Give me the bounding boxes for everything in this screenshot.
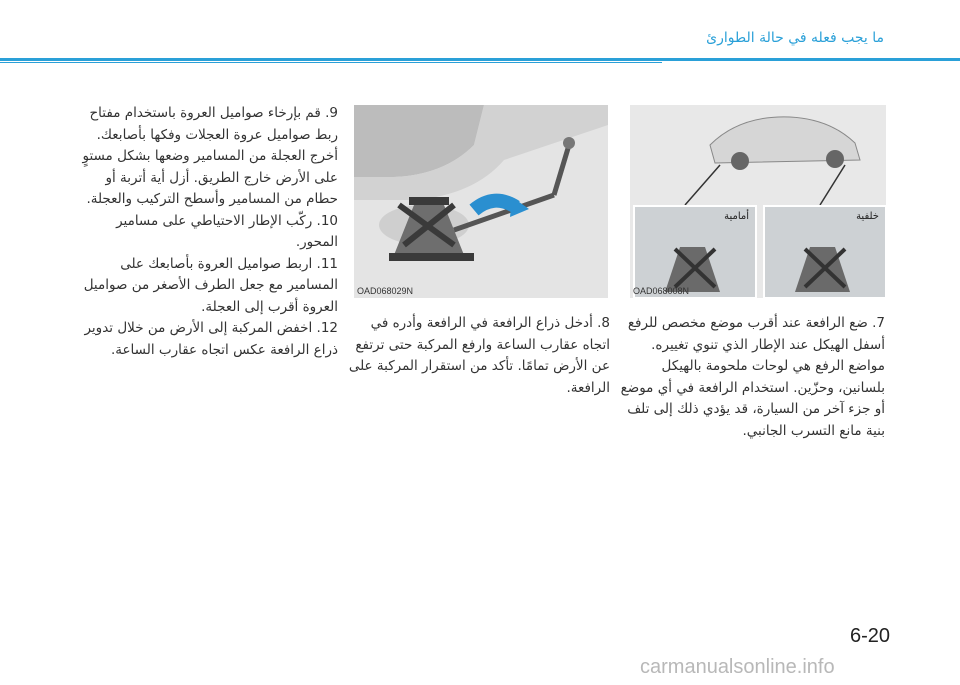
- front-label: أمامية: [724, 211, 749, 222]
- watermark: carmanualsonline.info: [640, 656, 835, 678]
- header-rule: [0, 58, 960, 61]
- step-12-text: 12. اخفض المركبة إلى الأرض من خلال تدوير ذراع الرافعة عكس اتجاه عقارب الساعة.: [84, 320, 338, 358]
- page-number: 6-20: [850, 625, 891, 647]
- step-11-text: 11. اربط صواميل العروة بأصابعك على المسامير مع جعل الطرف الأصغر من صواميل العروة أقرب إلى العجلة.: [83, 255, 338, 315]
- step-9-text: 9. قم بإرخاء صواميل العروة باستخدام مفتاح ربط صواميل عروة العجلات وفكها بأصابعك. أخرج العجلة من المسامير وضعها بشكل مستوٍ على الأرض خارج الطريق. أزل أية أتربة أو حطام من المسامير وأسطح التركيب والعجلة.: [82, 105, 338, 207]
- jack-handle-illustration: [354, 105, 608, 298]
- header-rule-thin: [0, 62, 662, 63]
- step-8: [345, 313, 610, 399]
- steps-9-12: [76, 103, 338, 361]
- inset-rear: [763, 205, 886, 298]
- figure-jack-points: [630, 105, 886, 298]
- section-title: ما يجب فعله في حالة الطوارئ: [706, 30, 884, 46]
- rear-label: خلفية: [856, 211, 879, 222]
- step-8-text: 8. أدخل ذراع الرافعة في الرافعة وأدره في اتجاه عقارب الساعة وارفع المركبة حتى ترتفع عن الأرض تمامًا. تأكد من استقرار المركبة على الرافعة.: [348, 315, 610, 396]
- figure-code: OAD068008N: [633, 286, 690, 296]
- figure-code: OAD068029N: [357, 286, 414, 296]
- inset-front: [633, 205, 757, 298]
- step-10-text: 10. ركّب الإطار الاحتياطي على مسامير المحور.: [116, 212, 338, 250]
- figure-jack-handle: [354, 105, 608, 298]
- step-7-text: 7. ضع الرافعة عند أقرب موضع مخصص للرفع أسفل الهيكل عند الإطار الذي تنوي تغييره. مواضع الرفع هي لوحات ملحومة بالهيكل بلسانين، وحزّين. استخدام الرافعة في أي موضع أو جزء آخر من السيارة، قد يؤدي ذلك إلى تلف بنية مانع التسرب الجانبي.: [620, 315, 885, 439]
- step-7: [620, 313, 885, 442]
